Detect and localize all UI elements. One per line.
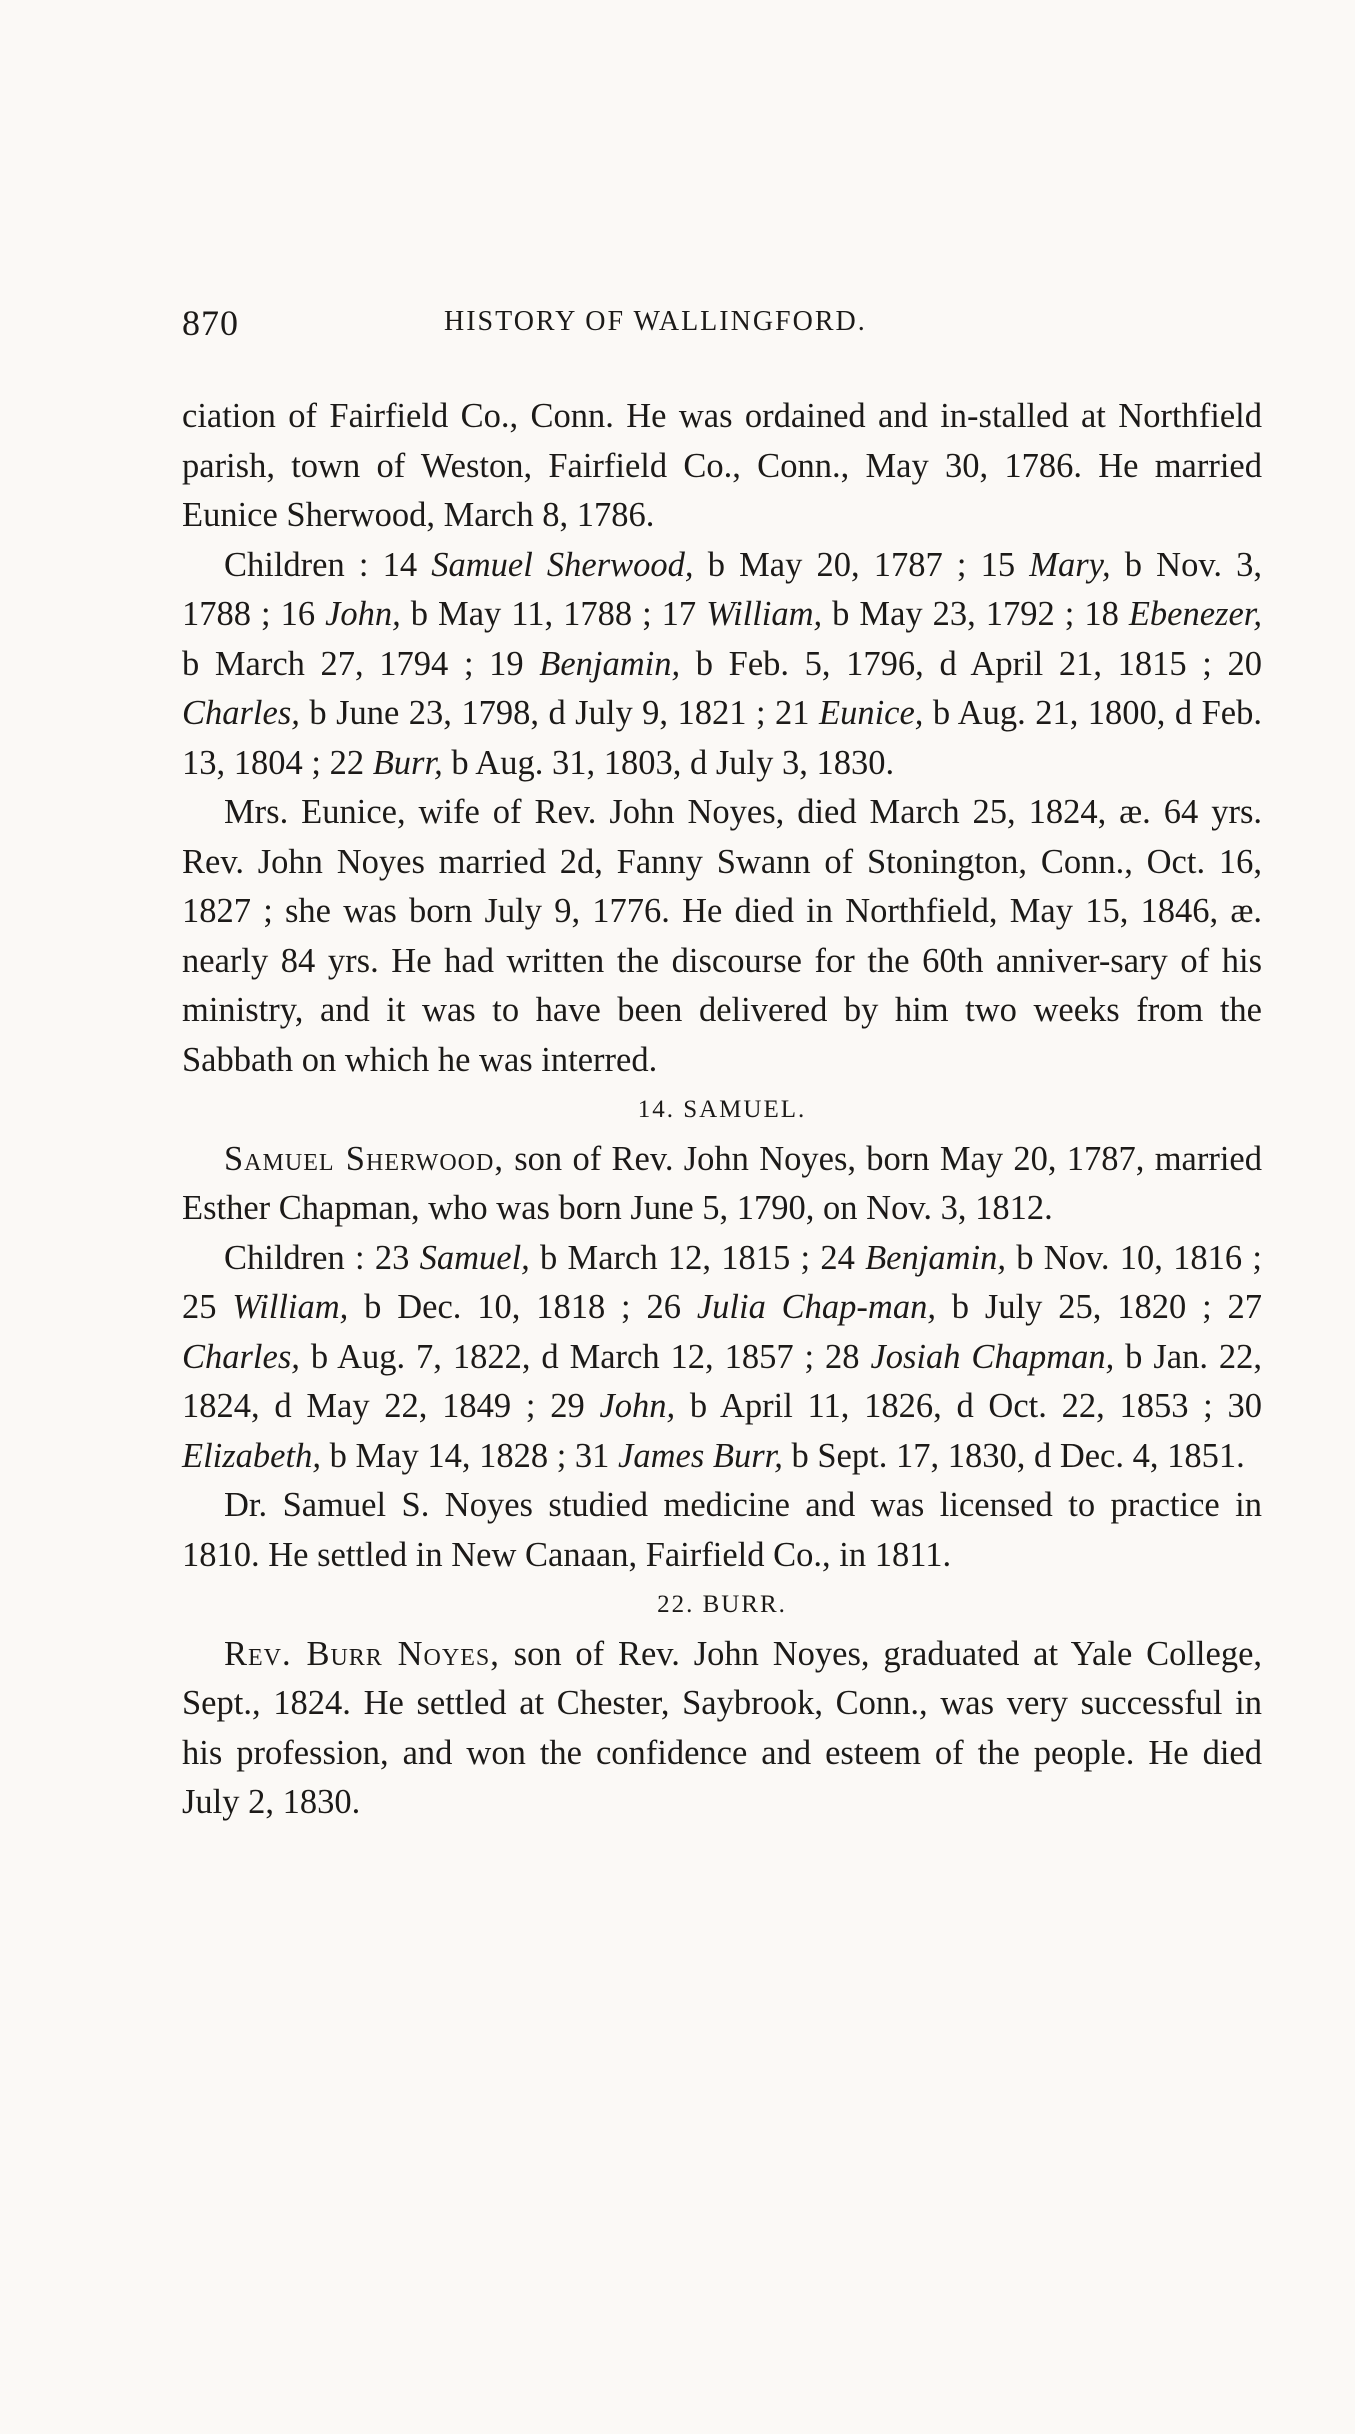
paragraph-samuel-intro: Samuel Sherwood, son of Rev. John Noyes, born May 20, 1787, married Esther Chapman, who was born June 5, 1790, on Nov. 3, 1812. [182, 1139, 1262, 1227]
body-text [182, 392, 1262, 1828]
child-name: William, [706, 595, 823, 633]
child-name: Julia Chap-man, [696, 1288, 936, 1326]
book-page [182, 302, 1262, 1828]
paragraph-children-john: Children : 14 Samuel Sherwood, b May 20, 1787 ; 15 Mary, b Nov. 3, 1788 ; 16 John, b May 11, 1788 ; 17 William, b May 23, 1792 ; 18 Ebenezer, b March 27, 1794 ; 19 Benjamin, b Feb. 5, 1796, d April 21, 1815 ; 20 Charles, b June 23, 1798, d July 9, 1821 ; 21 Eunice, b Aug. 21, 1800, d Feb. 13, 1804 ; 22 Burr, b Aug. 31, 1803, d July 3, 1830. [182, 545, 1263, 782]
section-heading-burr: 22. BURR. [657, 1591, 787, 1618]
page-header [182, 302, 1262, 362]
child-name: Benjamin, [865, 1238, 1006, 1277]
child-name: Eunice, [819, 694, 924, 732]
child-name: Charles, [182, 694, 300, 732]
child-name: Josiah Chapman, [870, 1337, 1115, 1376]
child-name: Charles, [182, 1337, 300, 1376]
running-head: HISTORY OF WALLINGFORD. [444, 306, 867, 337]
child-name: James Burr, [618, 1436, 783, 1475]
child-name: Samuel, [419, 1238, 530, 1277]
paragraph-ordination: ciation of Fairfield Co., Conn. He was ordained and in-stalled at Northfield parish, town of Weston, Fairfield Co., Conn., May 30, 1786. He married Eunice Sherwood, March 8, 1786. [182, 397, 1262, 534]
child-name: Mary, [1029, 545, 1111, 584]
child-name: Ebenezer, [1128, 595, 1263, 633]
child-name: Benjamin, [539, 644, 681, 683]
paragraph-eunice-death: Mrs. Eunice, wife of Rev. John Noyes, died March 25, 1824, æ. 64 yrs. Rev. John Noyes married 2d, Fanny Swann of Stonington, Conn., Oct. 16, 1827 ; she was born July 9, 1776. He died in Northfield, May 15, 1846, æ. nearly 84 yrs. He had written the discourse for the 60th anniver-sary of his ministry, and it was to have been delivered by him two weeks from the Sabbath on which he was interred. [182, 793, 1262, 1079]
child-name: Burr, [372, 743, 443, 782]
paragraph-samuel-medicine: Dr. Samuel S. Noyes studied medicine and was licensed to practice in 1810. He settled in New Canaan, Fairfield Co., in 1811. [182, 1486, 1262, 1574]
page-number: 870 [182, 303, 239, 343]
child-name: John, [599, 1387, 676, 1425]
section-heading-samuel: 14. SAMUEL. [637, 1096, 807, 1123]
person-name: Rev. Burr Noyes, [224, 1634, 500, 1673]
child-name: Samuel Sherwood, [431, 545, 694, 584]
child-name: John, [325, 595, 401, 633]
person-name: Samuel Sherwood, [224, 1139, 504, 1178]
paragraph-children-samuel: Children : 23 Samuel, b March 12, 1815 ; 24 Benjamin, b Nov. 10, 1816 ; 25 William, b Dec. 10, 1818 ; 26 Julia Chap-man, b July 25, 1820 ; 27 Charles, b Aug. 7, 1822, d March 12, 1857 ; 28 Josiah Chapman, b Jan. 22, 1824, d May 22, 1849 ; 29 John, b April 11, 1826, d Oct. 22, 1853 ; 30 Elizabeth, b May 14, 1828 ; 31 James Burr, b Sept. 17, 1830, d Dec. 4, 1851. [182, 1238, 1263, 1475]
child-name: William, [232, 1288, 349, 1326]
child-name: Elizabeth, [182, 1436, 321, 1475]
paragraph-burr: Rev. Burr Noyes, son of Rev. John Noyes, graduated at Yale College, Sept., 1824. He settled at Chester, Saybrook, Conn., was very successful in his profession, and won the confidence and esteem of the people. He died July 2, 1830. [182, 1634, 1263, 1821]
